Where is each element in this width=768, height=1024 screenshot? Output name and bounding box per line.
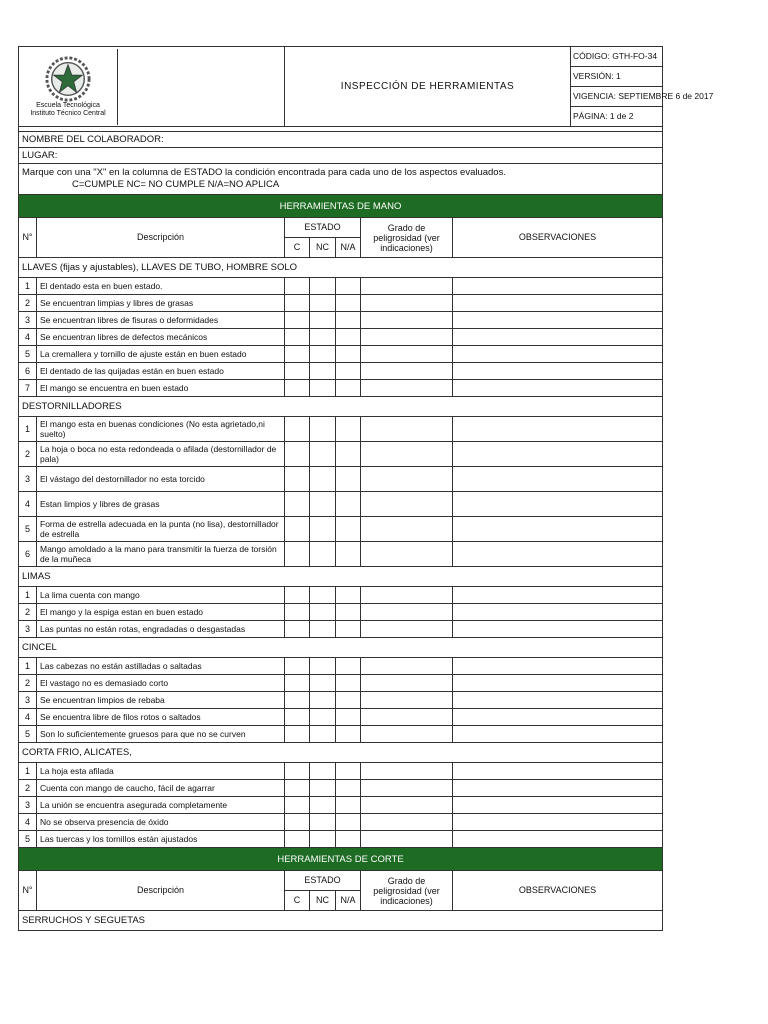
observations-cell[interactable] [453, 295, 663, 312]
item-number: 3 [19, 312, 37, 329]
status-nc-cell[interactable] [310, 726, 336, 743]
column-observations-header: OBSERVACIONES [453, 871, 663, 911]
status-c-cell[interactable] [285, 542, 310, 567]
table-row [19, 831, 663, 848]
group-title: LIMAS [19, 567, 663, 587]
observations-cell[interactable] [453, 312, 663, 329]
hazard-cell[interactable] [361, 814, 453, 831]
status-na-cell[interactable] [336, 492, 361, 517]
item-description: La hoja esta afilada [37, 763, 285, 780]
item-description: La lima cuenta con mango [37, 587, 285, 604]
status-c-cell[interactable] [285, 692, 310, 709]
institution-seal-icon [45, 56, 91, 102]
table-row [19, 542, 663, 567]
status-na-cell[interactable] [336, 278, 361, 295]
status-c-cell[interactable] [285, 797, 310, 814]
item-number: 2 [19, 442, 37, 467]
status-c-cell[interactable] [285, 780, 310, 797]
observations-cell[interactable] [453, 346, 663, 363]
logo-title-cell [19, 47, 285, 127]
item-description: Las tuercas y los tornillos están ajustados [37, 831, 285, 848]
observations-cell[interactable] [453, 780, 663, 797]
table-row [19, 692, 663, 709]
status-na-cell[interactable] [336, 763, 361, 780]
status-na-cell[interactable] [336, 380, 361, 397]
item-number: 2 [19, 780, 37, 797]
item-number: 7 [19, 380, 37, 397]
institution-name-line1: Escuela Tecnológica [36, 101, 100, 109]
hazard-cell[interactable] [361, 312, 453, 329]
observations-cell[interactable] [453, 763, 663, 780]
table-row [19, 329, 663, 346]
status-c-cell[interactable] [285, 604, 310, 621]
inspection-form [18, 46, 714, 931]
observations-cell[interactable] [453, 604, 663, 621]
code-label: CÓDIGO: GTH-FO-34 [573, 51, 658, 61]
status-nc-cell[interactable] [310, 417, 336, 442]
status-na-cell[interactable] [336, 675, 361, 692]
column-c-header: C [285, 891, 310, 911]
hazard-cell[interactable] [361, 278, 453, 295]
status-nc-cell[interactable] [310, 380, 336, 397]
hazard-cell[interactable] [361, 709, 453, 726]
status-na-cell[interactable] [336, 814, 361, 831]
column-description-header: Descripción [37, 871, 285, 911]
status-na-cell[interactable] [336, 442, 361, 467]
observations-cell[interactable] [453, 621, 663, 638]
group-title: LLAVES (fijas y ajustables), LLAVES DE TUBO, HOMBRE SOLO [19, 258, 663, 278]
doc-info-cell [571, 47, 714, 127]
item-description: El vástago del destornillador no esta torcido [37, 467, 285, 492]
status-c-cell[interactable] [285, 278, 310, 295]
column-c-header: C [285, 238, 310, 258]
hazard-cell[interactable] [361, 329, 453, 346]
observations-cell[interactable] [453, 467, 663, 492]
status-c-cell[interactable] [285, 295, 310, 312]
table-row [19, 295, 663, 312]
table-row [19, 380, 663, 397]
status-na-cell[interactable] [336, 467, 361, 492]
status-nc-cell[interactable] [310, 675, 336, 692]
status-c-cell[interactable] [285, 726, 310, 743]
item-number: 1 [19, 417, 37, 442]
status-nc-cell[interactable] [310, 363, 336, 380]
status-na-cell[interactable] [336, 604, 361, 621]
status-na-cell[interactable] [336, 312, 361, 329]
item-number: 4 [19, 492, 37, 517]
status-c-cell[interactable] [285, 442, 310, 467]
hazard-cell[interactable] [361, 346, 453, 363]
column-hazard-header: Grado de peligrosidad (ver indicaciones) [361, 871, 453, 911]
status-c-cell[interactable] [285, 814, 310, 831]
column-number-header: N° [19, 871, 37, 911]
item-description: El dentado de las quijadas están en buen estado [37, 363, 285, 380]
status-nc-cell[interactable] [310, 346, 336, 363]
observations-cell[interactable] [453, 363, 663, 380]
status-nc-cell[interactable] [310, 492, 336, 517]
item-number: 2 [19, 604, 37, 621]
status-c-cell[interactable] [285, 417, 310, 442]
hazard-cell[interactable] [361, 587, 453, 604]
status-na-cell[interactable] [336, 621, 361, 638]
table-row [19, 346, 663, 363]
observations-cell[interactable] [453, 814, 663, 831]
status-na-cell[interactable] [336, 726, 361, 743]
item-number: 4 [19, 329, 37, 346]
item-number: 2 [19, 675, 37, 692]
status-c-cell[interactable] [285, 763, 310, 780]
status-na-cell[interactable] [336, 587, 361, 604]
status-nc-cell[interactable] [310, 658, 336, 675]
column-nc-header: NC [310, 238, 336, 258]
item-description: Se encuentra libre de filos rotos o saltados [37, 709, 285, 726]
item-description: Se encuentran limpias y libres de grasas [37, 295, 285, 312]
status-na-cell[interactable] [336, 831, 361, 848]
hazard-cell[interactable] [361, 604, 453, 621]
page-label: PÁGINA: 1 de 2 [571, 106, 662, 126]
observations-cell[interactable] [453, 797, 663, 814]
hazard-cell[interactable] [361, 726, 453, 743]
column-status-header: ESTADO [285, 871, 361, 891]
table-row [19, 709, 663, 726]
item-description: No se observa presencia de óxido [37, 814, 285, 831]
observations-cell[interactable] [453, 587, 663, 604]
table-row [19, 797, 663, 814]
table-row [19, 312, 663, 329]
table-row [19, 442, 663, 467]
table-row [19, 675, 663, 692]
status-c-cell[interactable] [285, 675, 310, 692]
observations-cell[interactable] [453, 692, 663, 709]
hazard-cell[interactable] [361, 542, 453, 567]
item-description: Las cabezas no están astilladas o saltadas [37, 658, 285, 675]
hazard-cell[interactable] [361, 797, 453, 814]
item-number: 5 [19, 346, 37, 363]
hazard-cell[interactable] [361, 621, 453, 638]
table-row [19, 814, 663, 831]
observations-cell[interactable] [453, 380, 663, 397]
item-number: 4 [19, 709, 37, 726]
item-description: El mango y la espiga estan en buen estado [37, 604, 285, 621]
status-nc-cell[interactable] [310, 797, 336, 814]
table-row [19, 763, 663, 780]
hazard-cell[interactable] [361, 380, 453, 397]
observations-cell[interactable] [453, 278, 663, 295]
group-title: CINCEL [19, 638, 663, 658]
item-description: El mango se encuentra en buen estado [37, 380, 285, 397]
status-c-cell[interactable] [285, 709, 310, 726]
hazard-cell[interactable] [361, 417, 453, 442]
observations-cell[interactable] [453, 709, 663, 726]
observations-cell[interactable] [453, 417, 663, 442]
hazard-cell[interactable] [361, 780, 453, 797]
status-legend: C=CUMPLE NC= NO CUMPLE N/A=NO APLICA [72, 179, 280, 190]
status-nc-cell[interactable] [310, 780, 336, 797]
item-description: Mango amoldado a la mano para transmitir la fuerza de torsión de la muñeca [37, 542, 285, 567]
item-number: 1 [19, 587, 37, 604]
status-c-cell[interactable] [285, 587, 310, 604]
item-description: La unión se encuentra asegurada completamente [37, 797, 285, 814]
observations-cell[interactable] [453, 442, 663, 467]
hazard-cell[interactable] [361, 467, 453, 492]
column-hazard-header: Grado de peligrosidad (ver indicaciones) [361, 218, 453, 258]
hazard-cell[interactable] [361, 692, 453, 709]
item-number: 5 [19, 517, 37, 542]
item-description: El mango esta en buenas condiciones (No esta agrietado,ni suelto) [37, 417, 285, 442]
status-nc-cell[interactable] [310, 587, 336, 604]
status-c-cell[interactable] [285, 467, 310, 492]
status-nc-cell[interactable] [310, 312, 336, 329]
hazard-cell[interactable] [361, 517, 453, 542]
item-number: 5 [19, 726, 37, 743]
observations-cell[interactable] [453, 517, 663, 542]
item-description: Son lo suficientemente gruesos para que no se curven [37, 726, 285, 743]
status-nc-cell[interactable] [310, 467, 336, 492]
group-title: SERRUCHOS Y SEGUETAS [19, 911, 663, 931]
item-description: Estan limpios y libres de grasas [37, 492, 285, 517]
status-na-cell[interactable] [336, 295, 361, 312]
column-nc-header: NC [310, 891, 336, 911]
column-number-header: N° [19, 218, 37, 258]
hazard-cell[interactable] [361, 831, 453, 848]
item-number: 4 [19, 814, 37, 831]
status-c-cell[interactable] [285, 658, 310, 675]
status-c-cell[interactable] [285, 380, 310, 397]
status-na-cell[interactable] [336, 658, 361, 675]
observations-cell[interactable] [453, 658, 663, 675]
observations-cell[interactable] [453, 831, 663, 848]
status-na-cell[interactable] [336, 709, 361, 726]
status-c-cell[interactable] [285, 621, 310, 638]
hazard-cell[interactable] [361, 658, 453, 675]
item-number: 3 [19, 692, 37, 709]
group-title: CORTA FRIO, ALICATES, [19, 743, 663, 763]
item-description: El vastago no es demasiado corto [37, 675, 285, 692]
status-c-cell[interactable] [285, 329, 310, 346]
status-nc-cell[interactable] [310, 517, 336, 542]
status-nc-cell[interactable] [310, 604, 336, 621]
observations-cell[interactable] [453, 542, 663, 567]
item-description: La cremallera y tornillo de ajuste están en buen estado [37, 346, 285, 363]
table-row [19, 621, 663, 638]
column-description-header: Descripción [37, 218, 285, 258]
status-nc-cell[interactable] [310, 831, 336, 848]
hazard-cell[interactable] [361, 763, 453, 780]
instructions [19, 164, 663, 195]
table-row [19, 517, 663, 542]
hazard-cell[interactable] [361, 675, 453, 692]
table-row [19, 658, 663, 675]
status-nc-cell[interactable] [310, 692, 336, 709]
version-label: VERSIÓN: 1 [571, 66, 662, 86]
status-na-cell[interactable] [336, 329, 361, 346]
status-nc-cell[interactable] [310, 709, 336, 726]
table-row [19, 780, 663, 797]
table-row [19, 417, 663, 442]
item-number: 3 [19, 621, 37, 638]
table-row [19, 587, 663, 604]
item-description: Cuenta con mango de caucho, fácil de agarrar [37, 780, 285, 797]
section-cutting-tools: HERRAMIENTAS DE CORTE [19, 848, 663, 871]
status-nc-cell[interactable] [310, 763, 336, 780]
observations-cell[interactable] [453, 329, 663, 346]
status-nc-cell[interactable] [310, 442, 336, 467]
hazard-cell[interactable] [361, 442, 453, 467]
hazard-cell[interactable] [361, 363, 453, 380]
column-na-header: N/A [336, 238, 361, 258]
validity-label: VIGENCIA: SEPTIEMBRE 6 de 2017 [571, 86, 662, 106]
column-na-header: N/A [336, 891, 361, 911]
column-observations-header: OBSERVACIONES [453, 218, 663, 258]
status-nc-cell[interactable] [310, 621, 336, 638]
hazard-cell[interactable] [361, 492, 453, 517]
observations-cell[interactable] [453, 675, 663, 692]
hazard-cell[interactable] [361, 295, 453, 312]
item-description: Se encuentran libres de defectos mecánicos [37, 329, 285, 346]
institution-name-line2: Instituto Técnico Central [30, 109, 106, 117]
status-na-cell[interactable] [336, 797, 361, 814]
status-nc-cell[interactable] [310, 295, 336, 312]
section-hand-tools: HERRAMIENTAS DE MANO [19, 195, 663, 218]
status-na-cell[interactable] [336, 542, 361, 567]
item-description: Se encuentran limpios de rebaba [37, 692, 285, 709]
item-description: La hoja o boca no esta redondeada o afilada (destornillador de pala) [37, 442, 285, 467]
status-nc-cell[interactable] [310, 278, 336, 295]
status-na-cell[interactable] [336, 363, 361, 380]
status-c-cell[interactable] [285, 492, 310, 517]
status-nc-cell[interactable] [310, 329, 336, 346]
place-field[interactable]: LUGAR: [19, 148, 663, 164]
status-nc-cell[interactable] [310, 814, 336, 831]
status-na-cell[interactable] [336, 692, 361, 709]
table-row [19, 278, 663, 295]
status-na-cell[interactable] [336, 417, 361, 442]
collaborator-name-field[interactable]: NOMBRE DEL COLABORADOR: [19, 132, 663, 148]
item-description: Forma de estrella adecuada en la punta (no lisa), destornillador de estrella [37, 517, 285, 542]
status-c-cell[interactable] [285, 363, 310, 380]
item-number: 1 [19, 763, 37, 780]
table-row [19, 726, 663, 743]
item-number: 2 [19, 295, 37, 312]
item-description: Las puntas no están rotas, engradadas o desgastadas [37, 621, 285, 638]
item-number: 6 [19, 542, 37, 567]
status-c-cell[interactable] [285, 312, 310, 329]
group-title: DESTORNILLADORES [19, 397, 663, 417]
observations-cell[interactable] [453, 726, 663, 743]
status-na-cell[interactable] [336, 346, 361, 363]
document-title: INSPECCIÓN DE HERRAMIENTAS [285, 47, 571, 127]
instruction-text: Marque con una "X" en la columna de ESTADO la condición encontrada para cada uno de los aspectos evaluados. [22, 167, 506, 178]
item-number: 3 [19, 467, 37, 492]
item-number: 1 [19, 278, 37, 295]
item-number: 5 [19, 831, 37, 848]
item-number: 6 [19, 363, 37, 380]
item-description: El dentado esta en buen estado. [37, 278, 285, 295]
status-c-cell[interactable] [285, 831, 310, 848]
item-description: Se encuentran libres de fisuras o deformidades [37, 312, 285, 329]
column-status-header: ESTADO [285, 218, 361, 238]
status-na-cell[interactable] [336, 780, 361, 797]
item-number: 3 [19, 797, 37, 814]
status-c-cell[interactable] [285, 346, 310, 363]
table-row [19, 363, 663, 380]
table-row [19, 467, 663, 492]
table-row [19, 492, 663, 517]
observations-cell[interactable] [453, 492, 663, 517]
form-table [18, 46, 714, 931]
status-c-cell[interactable] [285, 517, 310, 542]
table-row [19, 604, 663, 621]
status-nc-cell[interactable] [310, 542, 336, 567]
item-number: 1 [19, 658, 37, 675]
status-na-cell[interactable] [336, 517, 361, 542]
